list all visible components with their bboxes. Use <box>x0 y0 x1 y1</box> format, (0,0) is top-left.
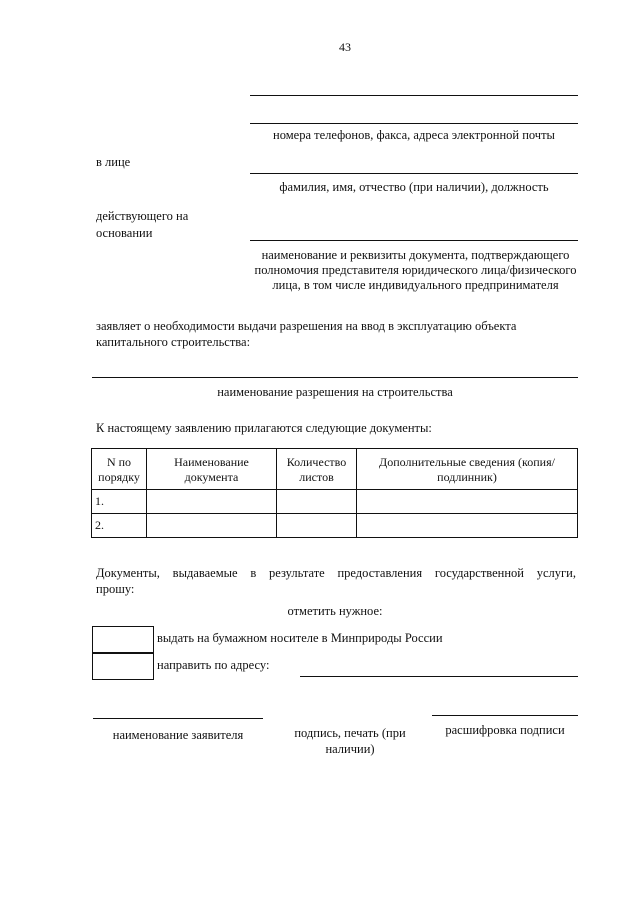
full-name-line[interactable] <box>250 173 578 174</box>
cell-number: 2. <box>92 514 147 538</box>
permit-label: наименование разрешения на строительства <box>217 385 453 399</box>
signature-decoding-label: расшифровка подписи <box>445 723 565 737</box>
attachments-intro: К настоящему заявлению прилагаются следующие документы: <box>96 421 432 435</box>
option-address-label: направить по адресу: <box>157 658 270 672</box>
declaration-text: заявляет о необходимости выдачи разрешения на ввод в эксплуатацию объекта капитального строительства: <box>96 319 517 349</box>
option-address-checkbox[interactable] <box>92 653 154 680</box>
full-name-label: фамилия, имя, отчество (при наличии), должность <box>279 180 549 194</box>
applicant-name-label: наименование заявителя <box>112 728 244 742</box>
option-paper-label: выдать на бумажном носителе в Минприроды России <box>157 631 443 645</box>
permit-line[interactable] <box>92 377 578 378</box>
mark-needed-label: отметить нужное: <box>287 604 383 618</box>
cell-sheet-count[interactable] <box>277 490 357 514</box>
applicant-name-line[interactable] <box>93 718 263 719</box>
header-document-name: Наименование документа <box>147 449 277 490</box>
cell-number: 1. <box>92 490 147 514</box>
documents-table <box>91 448 578 538</box>
header-number: N по порядку <box>92 449 147 490</box>
contacts-line-1[interactable] <box>250 95 578 96</box>
signature-stamp-label: подпись, печать (при наличии) <box>294 726 406 756</box>
page-number: 43 <box>339 40 351 54</box>
authority-document-line[interactable] <box>250 240 578 241</box>
cell-additional-info[interactable] <box>357 514 578 538</box>
address-line[interactable] <box>300 676 578 677</box>
result-intro: Документы, выдаваемые в результате предоставления государственной услуги, прошу: <box>96 566 576 596</box>
contacts-line-2[interactable] <box>250 123 578 124</box>
table-header-row <box>92 449 578 490</box>
cell-additional-info[interactable] <box>357 490 578 514</box>
table-row <box>92 514 578 538</box>
cell-sheet-count[interactable] <box>277 514 357 538</box>
cell-document-name[interactable] <box>147 514 277 538</box>
header-additional-info: Дополнительные сведения (копия/подлинник) <box>357 449 578 490</box>
header-sheet-count: Количество листов <box>277 449 357 490</box>
represented-by-label: в лице <box>96 155 131 169</box>
table-row <box>92 490 578 514</box>
acting-on-basis-label: действующего на основании <box>96 209 189 240</box>
contacts-label: номера телефонов, факса, адреса электронной почты <box>273 128 555 142</box>
authority-document-label: наименование и реквизиты документа, подтверждающего полномочия представителя юридического лица/физического лица, в том числе индивидуального предпринимателя <box>254 248 577 292</box>
cell-document-name[interactable] <box>147 490 277 514</box>
signature-decoding-line[interactable] <box>432 715 578 716</box>
option-paper-checkbox[interactable] <box>92 626 154 653</box>
